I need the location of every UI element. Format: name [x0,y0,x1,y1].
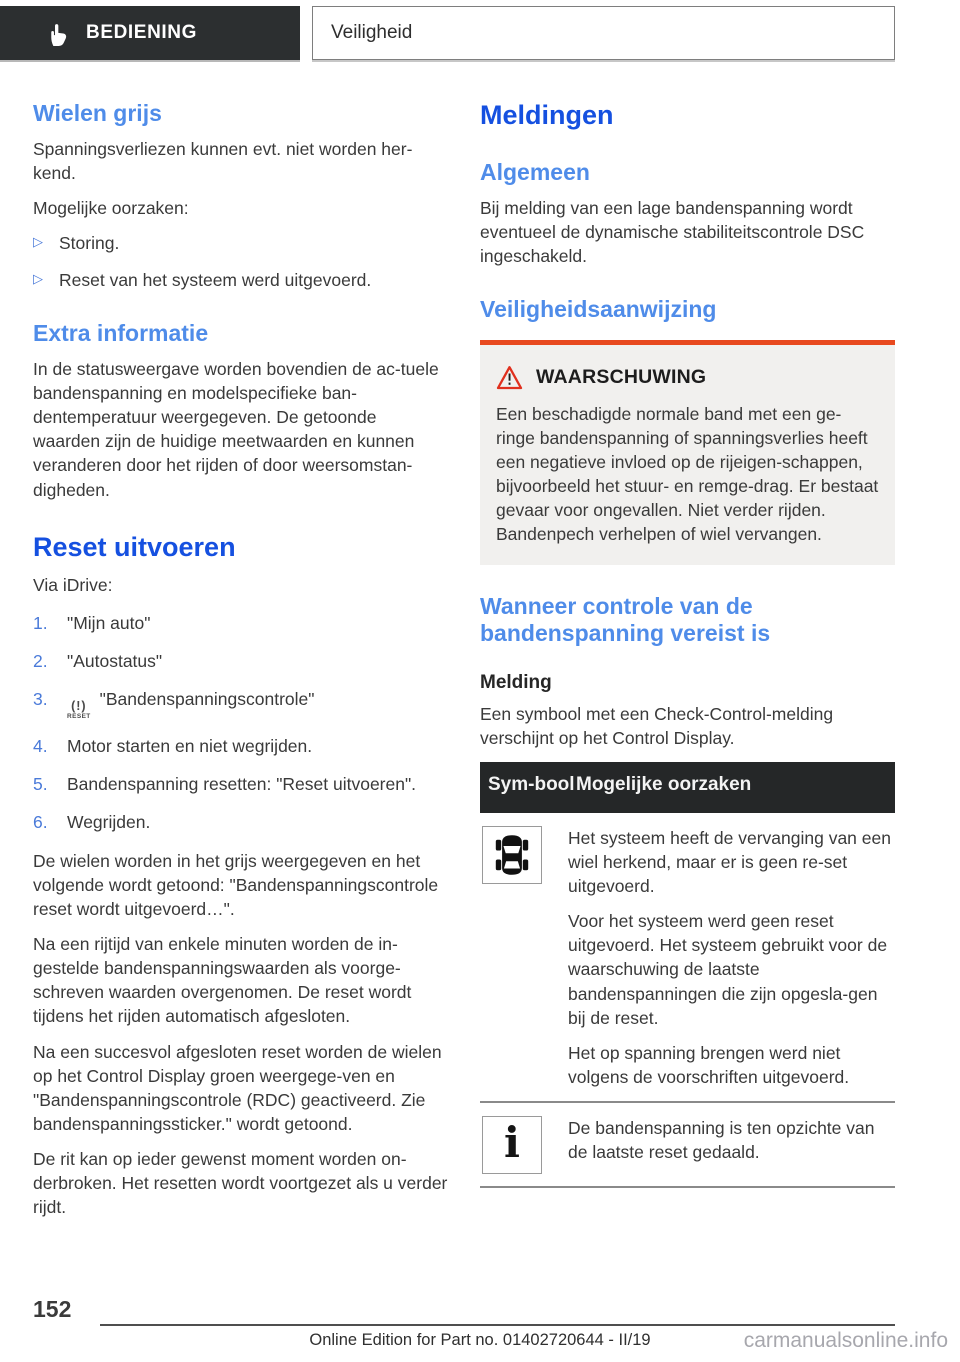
symbol-table [480,762,895,1188]
step-text: Motor starten en niet wegrijden. [67,736,313,757]
symbol-frame [482,1116,542,1174]
list-item [33,268,448,292]
step-number: 5. [33,774,48,795]
symbol-frame [482,826,542,884]
hand-pointing-down-icon [44,20,71,47]
heading-extra-informatie: Extra informatie [33,320,209,347]
step-item [33,772,448,796]
warning-body: Een beschadigde normale band met een ge-ringe bandenspanning of spanningsverlies heeft een negatieve invloed op de rijeigen-schappen, bijvoorbeeld het stuur- en remge-drag. Er bestaat gevaar voor ongevallen. Niet verder rijden. Bandenpech verhelpen of wiel vervangen. [496,403,879,545]
step-number: 1. [33,612,48,633]
warning-header [496,365,879,390]
cause-text: Storing. [59,233,120,254]
step-text [67,687,314,720]
column-header-symbol: Sym-bool [488,773,575,795]
cause-paragraph: De bandenspanning is ten opzichte van de laatste reset gedaald. [568,1118,875,1163]
cause-paragraph: Voor het systeem werd geen reset uitgevoerd. Het systeem gebruikt voor de waarschuwing de laatste bandenspanningen die zijn opgesla-gen bij de reset. [568,911,888,1028]
warning-label: WAARSCHUWING [536,365,707,388]
column-header-causes: Mogelijke oorzaken [576,773,752,795]
table-row [480,813,895,1103]
reset-paragraph: Na een rijtijd van enkele minuten worden de in-gestelde bandenspanningswaarden als voorge-schreven waarden overgenomen. De reset wordt tijdens het rijden automatisch afgesloten. [33,934,412,1027]
step-item [33,649,448,673]
extra-informatie-body: In de statusweergave worden bovendien de ac-tuele bandenspanning en modelspecifieke ban-dentemperatuur weergegeven. De getoonde waarden zijn de huidige meetwaarden en kunnen veranderen door het rijden of door weersomstan-digheden. [33,358,439,500]
car-top-view-icon [494,833,530,877]
causes-list [33,231,448,292]
page-body [33,100,895,1231]
triangle-bullet-icon: ▷ [33,272,43,288]
causes-cell [568,1116,895,1174]
step-number: 3. [33,689,48,710]
table-header [480,762,895,813]
section-box [312,6,895,60]
step-text-label: "Bandenspanningscontrole" [99,689,315,710]
step-text: "Mijn auto" [67,612,151,633]
chapter-label: BEDIENING [86,22,197,43]
step-number: 6. [33,812,48,833]
left-column [33,100,448,1231]
warning-box [480,340,895,565]
causes-label: Mogelijke oorzaken: [33,197,189,218]
watermark-link[interactable]: carmanualsonline.info [740,1329,948,1353]
edition-note: Online Edition for Part no. 01402720644 - II/19 [309,1331,651,1349]
warning-triangle-icon [496,365,523,390]
tpms-reset-icon: (!) RESET [67,699,91,720]
heading-veiligheidsaanwijzing: Veiligheidsaanwijzing [480,296,717,323]
symbol-cell [480,1116,568,1174]
heading-algemeen: Algemeen [480,159,590,186]
chapter-bar [0,6,300,60]
algemeen-body: Bij melding van een lage bandenspanning wordt eventueel de dynamische stabiliteitscontrole DSC ingeschakeld. [480,197,865,266]
footer-divider [100,1324,895,1326]
cause-text: Reset van het systeem werd uitgevoerd. [59,270,372,291]
reset-intro: Via iDrive: [33,574,113,595]
heading-wielen-grijs: Wielen grijs [33,100,162,126]
causes-cell [568,826,895,1089]
reset-paragraph: De wielen worden in het grijs weergegeven en het volgende wordt getoond: "Bandenspanningscontrole reset wordt uitgevoerd…". [33,850,439,919]
cause-paragraph: Het systeem heeft de vervanging van een wiel herkend, maar er is geen re-set uitgevoerd. [568,827,891,896]
symbol-cell [480,826,568,1089]
step-item [33,611,448,635]
heading-wanneer-controle: Wanneer controle van de bandenspanning vereist is [480,592,771,647]
info-icon: i [504,1118,520,1168]
heading-melding: Melding [480,671,552,693]
triangle-bullet-icon: ▷ [33,235,43,251]
table-row [480,1103,895,1188]
list-item [33,231,448,255]
heading-meldingen: Meldingen [480,100,614,130]
step-item [33,687,448,720]
section-label: Veiligheid [331,22,413,43]
wielen-grijs-intro: Spanningsverliezen kunnen evt. niet worden her-kend. [33,138,413,183]
melding-intro: Een symbool met een Check-Control-melding verschijnt op het Control Display. [480,703,834,748]
step-text: Wegrijden. [67,812,151,833]
right-column [480,100,895,1231]
step-text: "Autostatus" [67,651,163,672]
reset-steps-list [33,611,448,835]
reset-paragraph: De rit kan op ieder gewenst moment worden on-derbroken. Het resetten wordt voortgezet als u verder rijdt. [33,1149,448,1218]
step-number: 4. [33,736,48,757]
reset-paragraph: Na een succesvol afgesloten reset worden de wielen op het Control Display groen weergege-ven en "Bandenspanningscontrole (RDC) geactiveerd. Zie bandenspanningssticker." wordt getoond. [33,1041,442,1135]
step-number: 2. [33,651,48,672]
cause-paragraph: Het op spanning brengen werd niet volgens de voorschriften uitgevoerd. [568,1042,850,1087]
page-number: 152 [33,1296,72,1322]
step-item [33,734,448,758]
step-text: Bandenspanning resetten: "Reset uitvoeren". [67,774,417,795]
heading-reset-uitvoeren: Reset uitvoeren [33,531,236,562]
step-item [33,810,448,834]
